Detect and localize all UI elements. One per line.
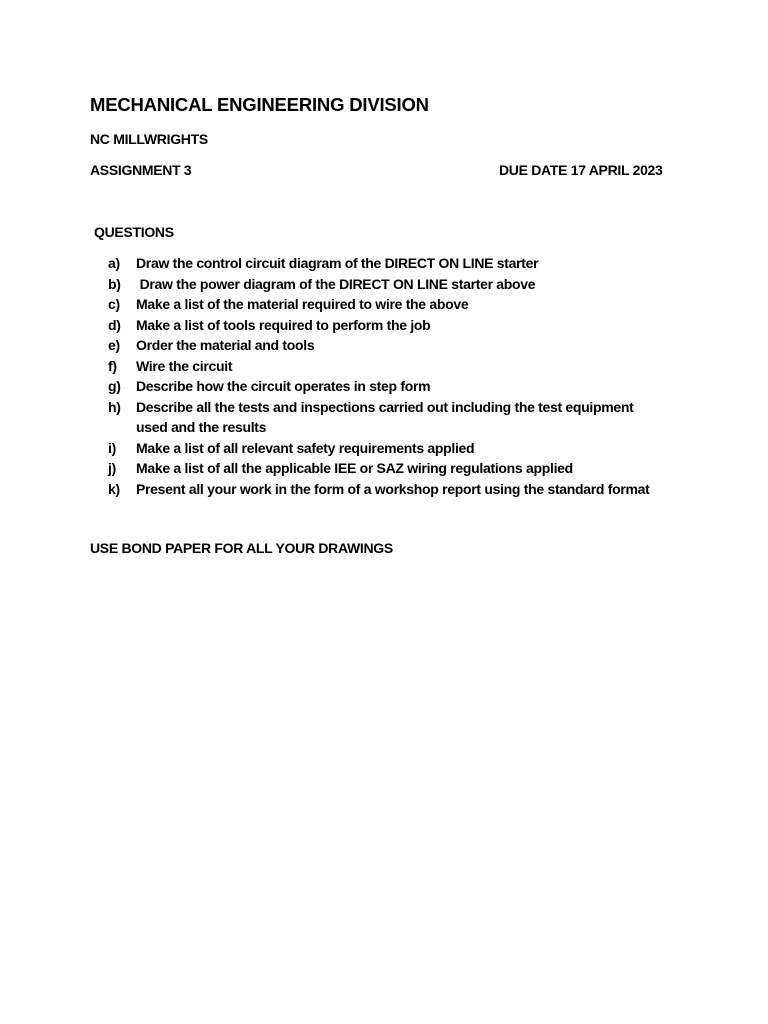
question-item xyxy=(108,397,668,438)
question-text: Draw the power diagram of the DIRECT ON LINE starter above xyxy=(136,275,536,292)
question-item xyxy=(108,274,668,295)
question-text: Make a list of all relevant safety requirements applied xyxy=(136,439,475,456)
question-letter: f) xyxy=(108,357,117,374)
question-text: Describe all the tests and inspections carried out including the test equipment used and the results xyxy=(136,398,634,435)
question-text: Describe how the circuit operates in step form xyxy=(136,378,431,394)
question-text: Present all your work in the form of a workshop report using the standard format xyxy=(136,480,650,497)
question-letter: d) xyxy=(108,316,121,333)
question-letter: c) xyxy=(108,296,120,312)
question-text: Draw the control circuit diagram of the DIRECT ON LINE starter xyxy=(136,255,539,271)
questions-list xyxy=(108,253,668,499)
question-item xyxy=(108,253,668,274)
assignment-number: ASSIGNMENT 3 xyxy=(90,162,192,178)
question-item xyxy=(108,335,668,356)
due-date: DUE DATE 17 APRIL 2023 xyxy=(499,162,663,178)
questions-heading: QUESTIONS xyxy=(94,224,174,240)
question-item xyxy=(108,376,668,397)
question-text: Wire the circuit xyxy=(136,357,233,374)
question-letter: a) xyxy=(108,255,120,271)
question-letter: i) xyxy=(108,439,116,456)
question-text: Make a list of all the applicable IEE or SAZ wiring regulations applied xyxy=(136,460,573,476)
question-item xyxy=(108,458,668,479)
question-text: Make a list of the material required to wire the above xyxy=(136,296,469,312)
footer-note: USE BOND PAPER FOR ALL YOUR DRAWINGS xyxy=(90,540,393,556)
question-letter: h) xyxy=(108,398,121,415)
course-name: NC MILLWRIGHTS xyxy=(90,131,208,147)
question-letter: g) xyxy=(108,378,121,394)
question-letter: e) xyxy=(108,337,120,353)
question-text: Order the material and tools xyxy=(136,337,315,353)
question-item xyxy=(108,479,668,500)
document-title: MECHANICAL ENGINEERING DIVISION xyxy=(90,94,429,115)
question-letter: b) xyxy=(108,275,121,292)
question-text: Make a list of tools required to perform the job xyxy=(136,316,431,333)
question-item xyxy=(108,315,668,336)
question-letter: k) xyxy=(108,480,120,497)
question-letter: j) xyxy=(108,460,116,476)
question-item xyxy=(108,438,668,459)
question-item xyxy=(108,356,668,377)
question-item xyxy=(108,294,668,315)
